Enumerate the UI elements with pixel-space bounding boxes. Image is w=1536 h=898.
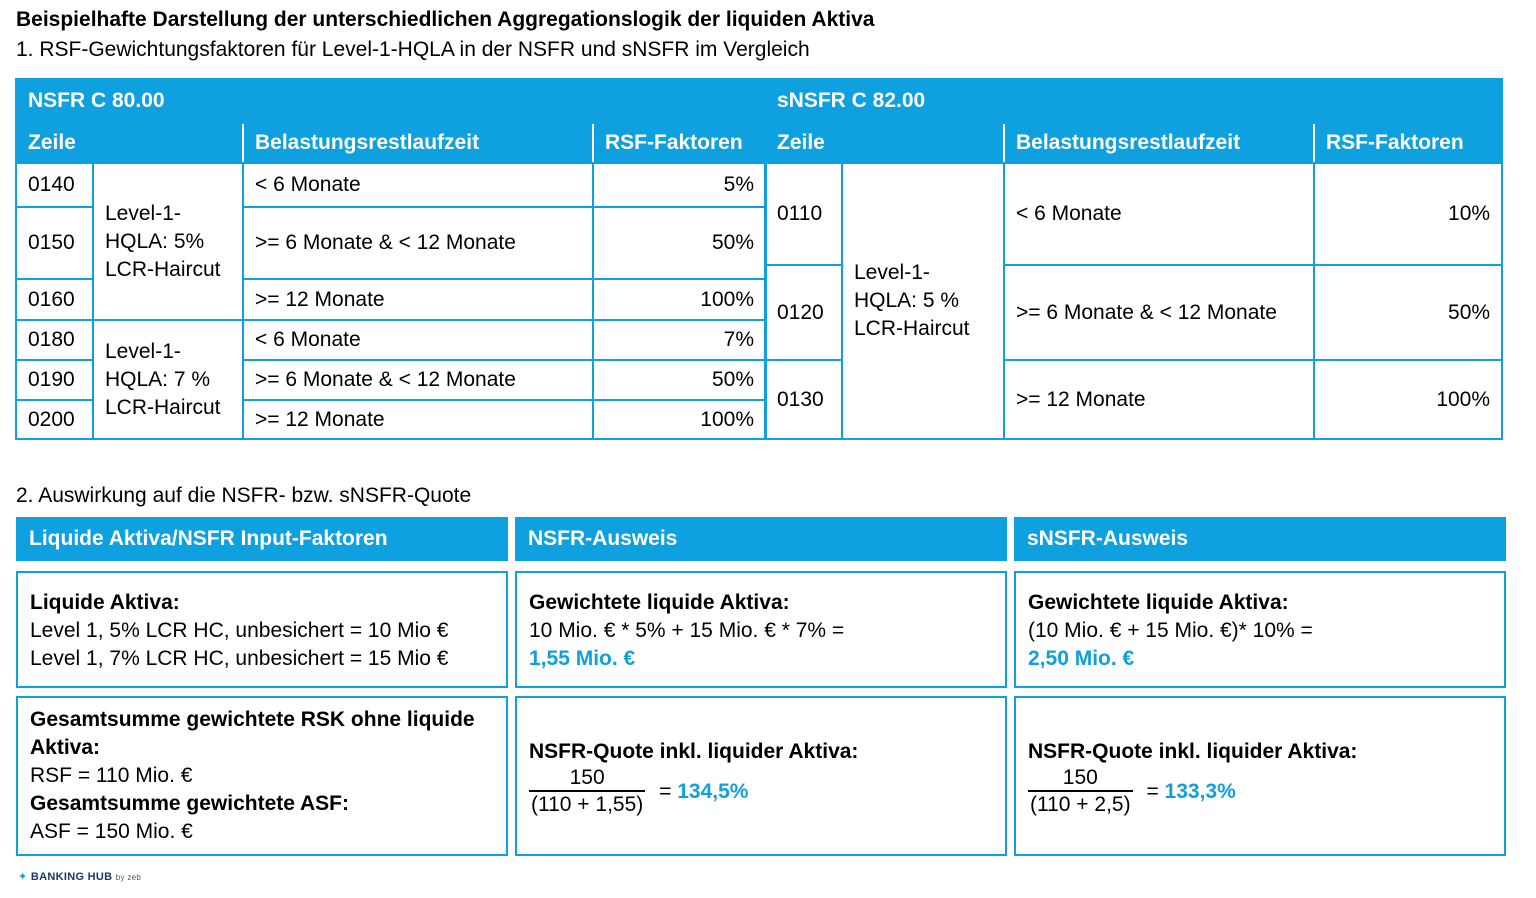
nsfr-box-weighted-assets bbox=[515, 571, 1007, 688]
zeile-cell: 0160 bbox=[16, 279, 93, 320]
nsfr-table bbox=[15, 78, 767, 440]
zeile-cell: 0130 bbox=[765, 360, 842, 439]
zeile-cell: 0120 bbox=[765, 265, 842, 360]
zeile-cell: 0140 bbox=[16, 163, 93, 207]
nsfr-header-faktor: RSF-Faktoren bbox=[593, 123, 766, 163]
snsfr-ausweis-header: sNSFR-Ausweis bbox=[1014, 517, 1506, 561]
zeile-cell: 0190 bbox=[16, 360, 93, 400]
nsfr-ausweis-header: NSFR-Ausweis bbox=[515, 517, 1007, 561]
box-line: ASF = 150 Mio. € bbox=[30, 820, 193, 843]
nsfr-header-zeile: Zeile bbox=[16, 123, 243, 163]
box-formula: 10 Mio. € * 5% + 15 Mio. € * 7% = bbox=[529, 619, 845, 642]
laufzeit-cell: >= 12 Monate bbox=[243, 400, 593, 439]
box-result: 1,55 Mio. € bbox=[529, 647, 636, 670]
laufzeit-cell: < 6 Monate bbox=[1004, 163, 1314, 265]
laufzeit-cell: >= 6 Monate & < 12 Monate bbox=[243, 360, 593, 400]
input-factors-header: Liquide Aktiva/NSFR Input-Faktoren bbox=[16, 517, 508, 561]
table-row bbox=[16, 163, 766, 207]
box-result: 2,50 Mio. € bbox=[1028, 647, 1135, 670]
table-row bbox=[16, 320, 766, 360]
equals-sign: = bbox=[659, 780, 672, 803]
box-heading: NSFR-Quote inkl. liquider Aktiva: bbox=[1028, 740, 1358, 763]
faktor-cell: 50% bbox=[1314, 265, 1502, 360]
faktor-cell: 100% bbox=[593, 279, 766, 320]
ratio-formula bbox=[529, 766, 993, 818]
box-heading: Gesamtsumme gewichtete RSK ohne liquide Aktiva: bbox=[30, 708, 475, 759]
faktor-cell: 10% bbox=[1314, 163, 1502, 265]
laufzeit-cell: >= 6 Monate & < 12 Monate bbox=[243, 207, 593, 279]
laufzeit-cell: >= 12 Monate bbox=[243, 279, 593, 320]
ratio-result: 133,3% bbox=[1164, 780, 1236, 803]
box-heading: Gewichtete liquide Aktiva: bbox=[529, 591, 790, 614]
logo-by: by zeb bbox=[115, 873, 142, 882]
fraction bbox=[529, 766, 645, 818]
equals-sign: = bbox=[1146, 780, 1159, 803]
box-line: Level 1, 5% LCR HC, unbesichert = 10 Mio € bbox=[30, 619, 449, 642]
ratio-result: 134,5% bbox=[677, 780, 749, 803]
section1-title: 1. RSF-Gewichtungsfaktoren für Level-1-HQLA in der NSFR und sNSFR im Vergleich bbox=[16, 38, 810, 61]
fraction-denominator: (110 + 2,5) bbox=[1030, 793, 1131, 816]
nsfr-box-ratio bbox=[515, 696, 1007, 856]
box-heading: Gewichtete liquide Aktiva: bbox=[1028, 591, 1289, 614]
snsfr-box-ratio bbox=[1014, 696, 1506, 856]
zeile-cell: 0200 bbox=[16, 400, 93, 439]
logo-mark-icon: ✦ bbox=[18, 871, 28, 883]
table-row bbox=[765, 163, 1502, 265]
nsfr-header-laufzeit: Belastungsrestlaufzeit bbox=[243, 123, 593, 163]
box-line: RSF = 110 Mio. € bbox=[30, 764, 193, 787]
laufzeit-cell: < 6 Monate bbox=[243, 163, 593, 207]
fraction bbox=[1028, 766, 1133, 818]
snsfr-header-zeile: Zeile bbox=[765, 123, 1004, 163]
fraction-numerator: 150 bbox=[529, 766, 645, 792]
box-formula: (10 Mio. € + 15 Mio. €)* 10% = bbox=[1028, 619, 1313, 642]
group-label: Level-1-HQLA: 5% LCR-Haircut bbox=[93, 163, 243, 320]
box-heading: NSFR-Quote inkl. liquider Aktiva: bbox=[529, 740, 859, 763]
nsfr-table-title: NSFR C 80.00 bbox=[16, 79, 766, 123]
input-box-totals bbox=[16, 696, 508, 856]
snsfr-header-faktor: RSF-Faktoren bbox=[1314, 123, 1502, 163]
faktor-cell: 100% bbox=[1314, 360, 1502, 439]
snsfr-box-weighted-assets bbox=[1014, 571, 1506, 688]
fraction-numerator: 150 bbox=[1028, 766, 1133, 792]
box-heading: Gesamtsumme gewichtete ASF: bbox=[30, 792, 349, 815]
fraction-denominator: (110 + 1,55) bbox=[531, 793, 644, 816]
laufzeit-cell: >= 6 Monate & < 12 Monate bbox=[1004, 265, 1314, 360]
snsfr-table bbox=[764, 78, 1503, 440]
box-heading: Liquide Aktiva: bbox=[30, 591, 180, 614]
group-label: Level-1-HQLA: 7 % LCR-Haircut bbox=[93, 320, 243, 439]
group-label: Level-1-HQLA: 5 % LCR-Haircut bbox=[842, 163, 1004, 439]
input-box-liquid-assets bbox=[16, 571, 508, 688]
page-title: Beispielhafte Darstellung der unterschiedlichen Aggregationslogik der liquiden Aktiva bbox=[16, 8, 875, 31]
faktor-cell: 7% bbox=[593, 320, 766, 360]
banking-hub-logo bbox=[18, 870, 141, 883]
zeile-cell: 0110 bbox=[765, 163, 842, 265]
faktor-cell: 50% bbox=[593, 360, 766, 400]
zeile-cell: 0150 bbox=[16, 207, 93, 279]
faktor-cell: 100% bbox=[593, 400, 766, 439]
ratio-formula bbox=[1028, 766, 1492, 818]
snsfr-table-title: sNSFR C 82.00 bbox=[765, 79, 1502, 123]
laufzeit-cell: < 6 Monate bbox=[243, 320, 593, 360]
zeile-cell: 0180 bbox=[16, 320, 93, 360]
box-line: Level 1, 7% LCR HC, unbesichert = 15 Mio € bbox=[30, 647, 449, 670]
snsfr-header-laufzeit: Belastungsrestlaufzeit bbox=[1004, 123, 1314, 163]
logo-text: BANKING HUB bbox=[30, 871, 113, 883]
laufzeit-cell: >= 12 Monate bbox=[1004, 360, 1314, 439]
faktor-cell: 5% bbox=[593, 163, 766, 207]
faktor-cell: 50% bbox=[593, 207, 766, 279]
section2-title: 2. Auswirkung auf die NSFR- bzw. sNSFR-Quote bbox=[16, 484, 472, 507]
